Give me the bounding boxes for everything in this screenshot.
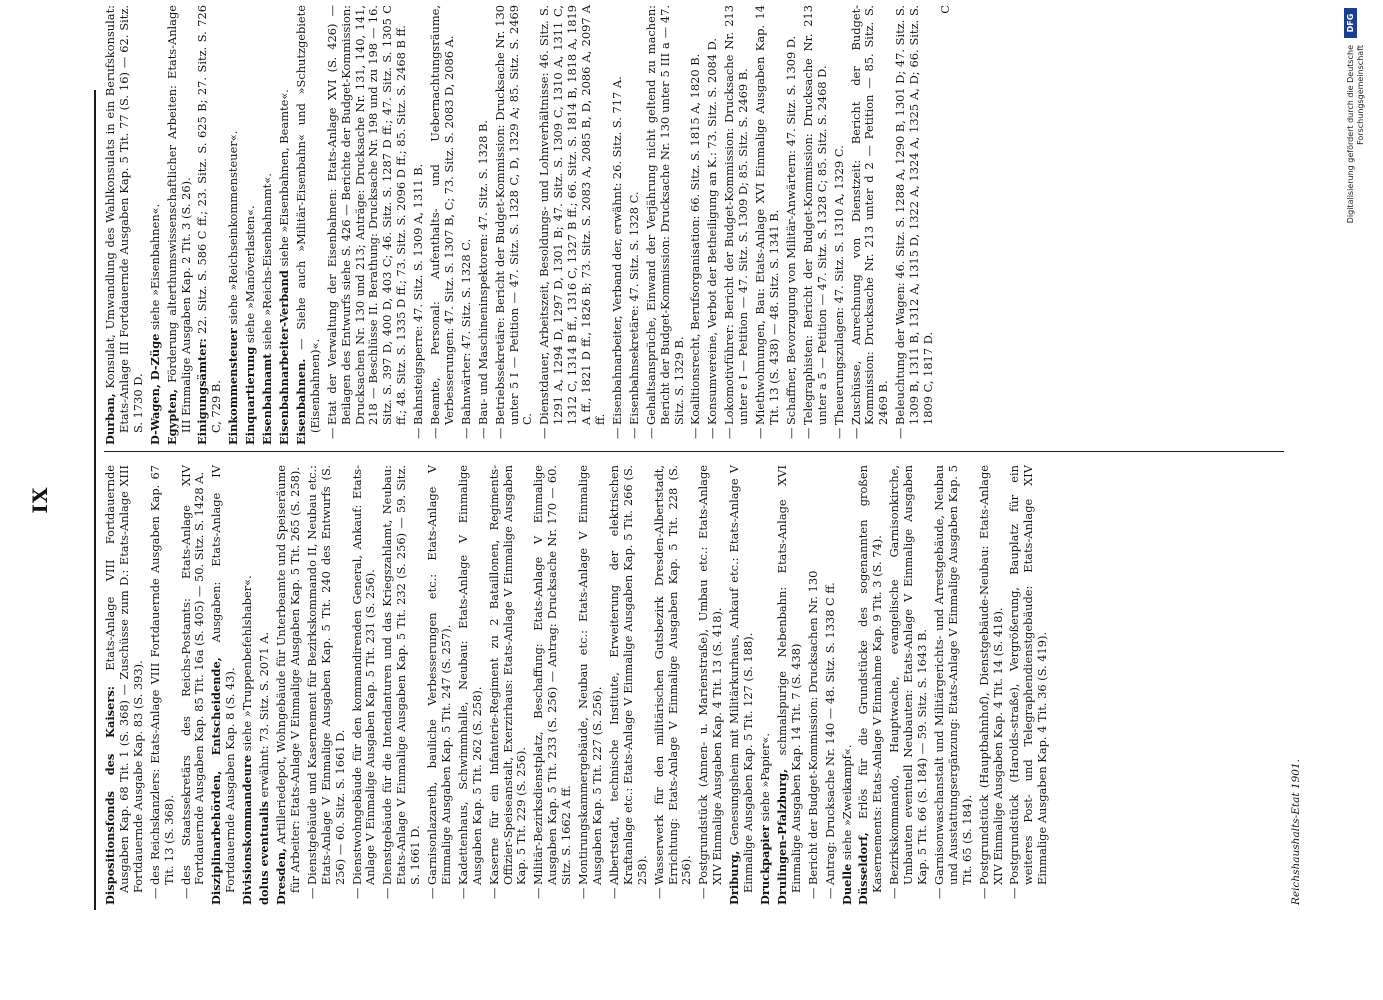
entry-headword: Düsseldorf, (856, 832, 871, 905)
entry-text: Schaffner, Bevorzugung von Militär-Anwärtern: 47. Sitz. S. 1309 D. (783, 35, 798, 425)
entry-text: Militär-Bezirksdienstplatz, Beschaffung: Etats-Anlage V Einmalige Ausgaben Kap. 5 Tit. 233 (S. 256) — Antrag: Drucksache Nr. 170 — 60. Sitz. S. 1662 A ff. (531, 465, 574, 885)
entry-text: 22. Sitz. S. 586 C ff.; 23. Sitz. S. 625 B; 27. Sitz. S. 726 C, 729 B. (195, 5, 224, 433)
index-entry (166, 5, 194, 445)
index-subentry (706, 5, 720, 445)
entry-text: siehe »Reichs-Eisenbahnamt«. (260, 173, 275, 354)
index-subentry (381, 465, 423, 905)
entry-headword: Eisenbahnen. (293, 358, 308, 445)
index-column-left (104, 465, 1053, 905)
index-entry (278, 5, 292, 445)
subentry-dash: — (349, 887, 364, 899)
entry-text: des Reichskanzlers: Etats-Anlage VIII Fortdauernde Ausgaben Kap. 67 Tit. 13 (S. 368). (147, 465, 176, 885)
index-subentry (412, 5, 426, 445)
subentry-dash: — (380, 887, 395, 899)
entry-text: siehe »Manöverlasten«. (243, 205, 258, 347)
entry-text: siehe »Reichseinkommensteuer«. (226, 130, 241, 329)
index-subentry (802, 5, 830, 445)
subentry-dash: — (475, 427, 490, 439)
entry-text: Kadettenhaus, Schwimmhalle, Neubau: Etats-Anlage V Einmalige Ausgaben Kap. 5 Tit. 262 (S. 258). (455, 465, 484, 885)
index-subentry (494, 5, 536, 445)
footer-text: Reichshaushalts-Etat 1901. (1290, 759, 1302, 905)
index-entry (261, 5, 275, 445)
index-entry (275, 465, 303, 905)
index-entry (104, 5, 146, 445)
entry-text: Beamte, Personal: Aufenthalts- und Uebernachtungsräume, Verbesserungen: 47. Sitz. S. 1307 B, C; 73. Sitz. S. 2083 D, 2086 A. (428, 5, 456, 425)
dfg-logo: DFG (1344, 8, 1357, 38)
entry-headword: Druckpapier (757, 825, 772, 905)
entry-text: Konsulat, Umwandlung des Wahlkonsulats in ein Berufskonsulat: Etats-Anlage III Fortdauernde Ausgaben Kap. 5 Tit. 77 (S. 16) — 62. Sitz. S. 1730 D. (103, 5, 145, 433)
subentry-dash: — (492, 427, 507, 439)
subentry-dash: — (783, 427, 798, 439)
index-subentry (833, 5, 847, 445)
entry-headword: Einigungsämter: (195, 338, 210, 445)
entry-text: Eisenbahnarbeiter, Verband der, erwähnt: 26. Sitz. S. 717 A. (609, 76, 624, 425)
header-rule (94, 90, 96, 910)
subentry-dash: — (722, 427, 737, 439)
entry-text: Eisenbahnsekretäre: 47. Sitz. S. 1328 C. (626, 191, 641, 425)
entry-headword: Drulingen–Pfalzburg, (774, 768, 789, 905)
entry-text: siehe »Papier«. (757, 732, 772, 826)
subentry-dash: — (805, 887, 820, 899)
entry-headword: dolus eventualis (257, 801, 272, 905)
entry-text: Dienstgebäude für die Intendanturen und das Kriegszahlamt, Neubau: Etats-Anlage V Einmalige Ausgaben Kap. 5 Tit. 232 (S. 256) — 59. Sitz. S. 1661 D. (380, 465, 423, 885)
entry-text: Wasserwerk für den militärischen Gutsbezirk Dresden-Albertstadt, Errichtung: Etats-Anlage V Einmalige Ausgaben Kap. 5 Tit. 228 (S. 256). (651, 465, 694, 885)
entry-headword: Driburg, (727, 850, 742, 905)
entry-text: Beleuchtung der Wagen: 46. Sitz. S. 1288 A, 1290 B, 1301 D; 47. Sitz. S. 1309 B, 1311 B, 1312 A, 1315 D, 1322 A, 1324 A, 1325 A, D; 66. Sitz. S. 1809 C, 1817 D. (893, 5, 936, 425)
subentry-dash: — (537, 427, 552, 439)
index-subentry (429, 5, 457, 445)
subentry-dash: — (887, 887, 902, 899)
entry-headword: Durban, (103, 393, 117, 445)
subentry-dash: — (976, 887, 991, 899)
index-subentry (888, 465, 930, 905)
subentry-dash: — (304, 887, 319, 899)
index-entry (227, 5, 241, 445)
subentry-dash: — (822, 887, 837, 899)
entry-text: Zuschüsse, Anrechnung von Dienstzeit: Bericht der Budget-Kommission: Drucksache Nr. 213 unter d 2 — Petition — 85. Sitz. S. 2469 B. (848, 5, 891, 425)
entry-text: des Staatssekretärs des Reichs-Postamts: Etats-Anlage XIV Fortdauernde Ausgaben Kap. 85 Tit. 16a (S. 405) — 50. Sitz. S. 1428 A. (178, 465, 207, 885)
index-subentry (653, 465, 695, 905)
index-entry (776, 465, 804, 905)
entry-text: siehe »Truppenbefehlshaber«. (240, 575, 255, 755)
entry-text: Albertstadt, technische Institute, Erweiterung der elektrischen Kraftanlage etc.: Etats-Anlage V Einmalige Ausgaben Kap. 5 Tit. 266 (S. 258). (606, 465, 649, 885)
index-entry (149, 5, 163, 445)
entry-text: Dienstdauer, Arbeitszeit, Besoldungs- und Lohnverhältnisse: 46. Sitz. S. 1291 A, 1294 D, 1297 D, 1301 B; 47. Sitz. S. 1309 C, 1310 A, 1311 C, 1312 C, 1314 B ff., 1316 C, 1327 B ff.; 66. Sitz. S. 1814 B, 1818 A, 1819 A ff., 1821 D ff., 1826 B; 73. Sitz. S. 2083 A, 2085 B, D, 2086 A, 2097 A ff. (537, 5, 607, 425)
entry-text: Genesungsheim mit Militärkurhaus, Ankauf etc.: Etats-Anlage V Einmalige Ausgaben Kap. 5 Tit. 127 (S. 188). (727, 465, 756, 893)
entry-headword: Dispositionsfonds des Kaisers: (103, 686, 117, 905)
entry-text: Bau- und Maschineninspektoren: 47. Sitz. S. 1328 B. (475, 119, 490, 425)
entry-text: Etats-Anlage VIII Fortdauernde Ausgaben Kap. 68 Tit. 1 (S. 368) — Zuschüsse zum D.: Etats-Anlage XIII Fortdauernde Ausgabe Kap. 83 (S. 393). (103, 465, 145, 893)
entry-text: Dienstwohngebäude für den kommandirenden General, Ankauf: Etats-Anlage V Einmalige Ausgaben Kap. 5 Tit. 231 (S. 256). (349, 465, 378, 885)
subentry-dash: — (696, 887, 711, 899)
entry-text: Gehaltsansprüche, Einwand der Verjährung nicht geltend zu machen: Bericht der Budget-Kommission: Drucksache Nr. 130 unter 5 III a — 47. Sitz. S. 1329 B. (643, 5, 686, 425)
subentry-dash: — (848, 427, 863, 439)
index-subentry (532, 465, 574, 905)
index-subentry (180, 465, 208, 905)
index-subentry (538, 5, 608, 445)
index-subentry (689, 5, 703, 445)
subentry-dash: — (455, 887, 470, 899)
index-subentry (697, 465, 725, 905)
index-subentry (824, 465, 838, 905)
subentry-dash: — (411, 427, 426, 439)
index-subentry (645, 5, 687, 445)
subentry-dash: — (651, 887, 666, 899)
index-subentry (978, 465, 1006, 905)
subentry-dash: — (606, 887, 621, 899)
catchword: C (937, 5, 952, 14)
index-subentry (785, 5, 799, 445)
subentry-dash: — (609, 427, 624, 439)
entry-headword: Eisenbahnamt (260, 353, 275, 445)
entry-text: Montirungskammergebäude, Neubau etc.: Etats-Anlage V Einmalige Ausgaben Kap. 5 Tit. 227 (S. 256). (576, 465, 604, 885)
digitization-note: Digitalisierung gefördert durch die Deutsche Forschungsgemeinschaft (1346, 45, 1365, 224)
index-subentry (426, 465, 454, 905)
subentry-dash: — (643, 427, 658, 439)
index-subentry (488, 465, 530, 905)
index-entry (857, 465, 885, 905)
index-entry (244, 5, 258, 445)
entry-text: Theuerungszulagen: 47. Sitz. S. 1310 A, 1329 C. (831, 145, 846, 425)
entry-headword: Disziplinarbehörden, Entscheidende, (209, 657, 224, 905)
entry-headword: Einquartierung (243, 346, 258, 445)
index-subentry (460, 5, 474, 445)
entry-text: Bericht der Budget-Kommission: Drucksachen Nr. 130 (805, 570, 820, 885)
entry-headword: Dresden, (273, 848, 288, 905)
column-divider (104, 451, 1284, 452)
index-entry (210, 465, 238, 905)
index-subentry (628, 5, 642, 445)
entry-text: Betriebssekretäre: Bericht der Budget-Kommission: Drucksache Nr. 130 unter 5 I — Petition — 47. Sitz. S. 1328 C, D, 1329 A; 85. Sitz. S. 2469 C. (492, 5, 535, 425)
index-subentry (457, 465, 485, 905)
entry-headword: Eisenbahnarbeiter-Verband (276, 270, 291, 445)
entry-text: Postgrundstück (Annen- u. Marienstraße), Umbau etc.: Etats-Anlage XIV Einmalige Ausgaben Kap. 4 Tit. 13 (S. 418). (696, 465, 725, 885)
subentry-dash: — (1007, 887, 1022, 899)
index-entry (759, 465, 773, 905)
subentry-dash: — (428, 427, 443, 439)
entry-headword: Egypten, (164, 389, 179, 445)
subentry-dash: — (147, 887, 162, 899)
subentry-dash: — (626, 427, 641, 439)
index-subentry (149, 465, 177, 905)
entry-text: erwähnt: 73. Sitz. S. 2071 A. (257, 631, 272, 802)
index-subentry (807, 465, 821, 905)
index-entry (258, 465, 272, 905)
subentry-dash: — (931, 887, 946, 899)
entry-text: Kaserne für ein Infanterie-Regiment zu 2 Bataillonen, Regiments-Offizier-Speiseanstalt, Exerzirhaus: Etats-Anlage V Einmalige Ausgaben Kap. 5 Tit. 229 (S. 256). (486, 465, 529, 885)
index-subentry (608, 465, 650, 905)
subentry-dash: — (178, 887, 193, 899)
subentry-dash: — (688, 427, 703, 439)
index-subentry (351, 465, 379, 905)
index-entry (241, 465, 255, 905)
entry-text: siehe »Eisenbahnen«. (147, 203, 162, 334)
entry-text: Garnisonwaschanstalt und Militärgerichts- und Arrestgebäude, Neubau und Ausstattungsergänzung: Etats-Anlage V Einmalige Ausgaben Kap. 5 Tit. 65 (S. 184). (931, 465, 974, 885)
entry-text: Miethwohnungen, Bau: Etats-Anlage XVI Einmalige Ausgaben Kap. 14 Tit. 13 (S. 438) — 48. Sitz. S. 1341 B. (753, 5, 781, 425)
entry-headword: Einkommensteuer (226, 328, 241, 445)
subentry-dash: — (324, 427, 339, 439)
entry-text: — Siehe auch »Militär-Eisenbahn« und »Schutzgebiete (Eisenbahnen)«. (293, 5, 322, 433)
entry-text: Artilleriedepot, Wohngebäude für Unterbeamte und Speiseräume für Arbeiter: Etats-Anlage V Einmalige Ausgaben Kap. 5 Tit. 265 (S. 258). (273, 465, 302, 893)
entry-text: Etat der Verwaltung der Eisenbahnen: Etats-Anlage XVI (S. 426) — Beilagen des Entwurfs siehe S. 426 — Berichte der Budget-Kommission: Drucksachen Nr. 130 und 213; Anträge: Drucksache Nr. 131, 140, 141, 218 — Beschlüsse II. Berathung: Drucksache Nr. 198 und zu 198 — 16. Sitz. S. 397 D, 400 D, 403 C; 46. Sitz. S. 1287 D ff.; 47. Sitz. S. 1305 C ff.; 48. Sitz. S. 1335 D ff.; 73. Sitz. S. 2096 D ff.; 85. Sitz. S. 2468 B ff. (324, 5, 409, 425)
entry-text: schmalspurige Nebenbahn: Etats-Anlage XVI Einmalige Ausgaben Kap. 14 Tit. 7 (S. 438) (774, 465, 803, 893)
index-subentry (754, 5, 782, 445)
subentry-dash: — (705, 427, 720, 439)
index-subentry (723, 5, 751, 445)
index-subentry (894, 5, 936, 445)
index-subentry (326, 5, 409, 445)
entry-text: Dienstgebäude und Kasernement für Bezirkskommando II, Neubau etc.: Etats-Anlage V Einmalige Ausgaben Kap. 5 Tit. 240 des Entwurfs (S. 256) — 60. Sitz. S. 1661 D. (304, 465, 347, 885)
subentry-dash: — (753, 427, 768, 439)
subentry-dash: — (893, 427, 908, 439)
index-entry (104, 465, 146, 905)
index-subentry (477, 5, 491, 445)
entry-headword: Duelle (839, 863, 854, 905)
page-number: IX (28, 486, 52, 514)
entry-text: siehe »Zweikampf«. (839, 744, 854, 864)
entry-text: Antrag: Drucksache Nr. 140 — 48. Sitz. S. 1338 C ff. (822, 582, 837, 885)
entry-text: Bahnwärter: 47. Sitz. S. 1328 C. (458, 238, 473, 425)
index-subentry (933, 465, 975, 905)
index-subentry (577, 465, 605, 905)
entry-text: siehe »Eisenbahnen, Beamte«. (276, 89, 291, 271)
entry-text: Erlös für die Grundstücke des sogenannten großen Kasernements: Etats-Anlage V Einnahme Kap. 9 Tit. 3 (S. 74). (856, 465, 885, 893)
subentry-dash: — (831, 427, 846, 439)
index-entry (196, 5, 224, 445)
index-entry (728, 465, 756, 905)
subentry-dash: — (531, 887, 546, 899)
index-subentry (1008, 465, 1050, 905)
index-subentry (611, 5, 625, 445)
index-entry (295, 5, 323, 445)
subentry-dash: — (425, 887, 440, 899)
entry-headword: D-Wagen, D-Züge (147, 333, 162, 445)
entry-text: Förderung alterthumswissenschaftlicher Arbeiten: Etats-Anlage III Einmalige Ausgaben Kap. 2 Tit. 3 (S. 26). (164, 5, 193, 433)
entry-text: Lokomotivführer: Bericht der Budget-Kommission: Drucksache Nr. 213 unter e I — Petition — 47. Sitz. S. 1309 D; 85. Sitz. S. 2469 B. (722, 5, 751, 425)
subentry-dash: — (486, 887, 501, 899)
index-entry (841, 465, 855, 905)
index-subentry (306, 465, 348, 905)
entry-text: Garnisonlazareth, bauliche Verbesserungen etc.: Etats-Anlage V Einmalige Ausgaben Kap. 5 Tit. 247 (S. 257). (425, 465, 453, 885)
index-column-right (104, 5, 953, 445)
entry-text: Bahnsteigsperre: 47. Sitz. S. 1309 A, 1311 B. (411, 163, 426, 425)
entry-text: Koalitionsrecht, Berufsorganisation: 66. Sitz. S. 1815 A, 1820 B. (688, 53, 703, 425)
entry-text: Konsumvereine, Verbot der Betheiligung an K.: 73. Sitz. S. 2084 D. (705, 37, 720, 425)
entry-text: Telegraphisten: Bericht der Budget-Kommission: Drucksache Nr. 213 unter a 5 — Petition — 47. Sitz. S. 1328 C; 85. Sitz. S. 2468 D. (800, 5, 829, 425)
subentry-dash: — (458, 427, 473, 439)
entry-text: Bezirkskommando, Hauptwache, evangelische Garnisonkirche, Umbauten eventuell Neubauten: Etats-Anlage V Einmalige Ausgaben Kap. 5 Tit. 66 (S. 184) — 59. Sitz. S. 1643 B. (887, 465, 930, 885)
entry-text: Ausgaben: Etats-Anlage IV Fortdauernde Ausgaben Kap. 8 (S. 43). (209, 465, 238, 893)
subentry-dash: — (800, 427, 815, 439)
index-subentry (850, 5, 892, 445)
entry-headword: Divisionskommandeure (240, 754, 255, 905)
subentry-dash: — (576, 887, 591, 899)
entry-text: Postgrundstück (Harolds-straße), Vergrößerung, Bauplatz für ein weiteres Post- und Telegraphendienstgebäude: Etats-Anlage XIV Einmalige Ausgaben Kap. 4 Tit. 36 (S. 419). (1007, 465, 1050, 885)
entry-text: Postgrundstück (Hauptbahnhof), Dienstgebäude-Neubau: Etats-Anlage XIV Einmalige Ausgaben Kap. 4 Tit. 14 (S. 418). (976, 465, 1005, 885)
